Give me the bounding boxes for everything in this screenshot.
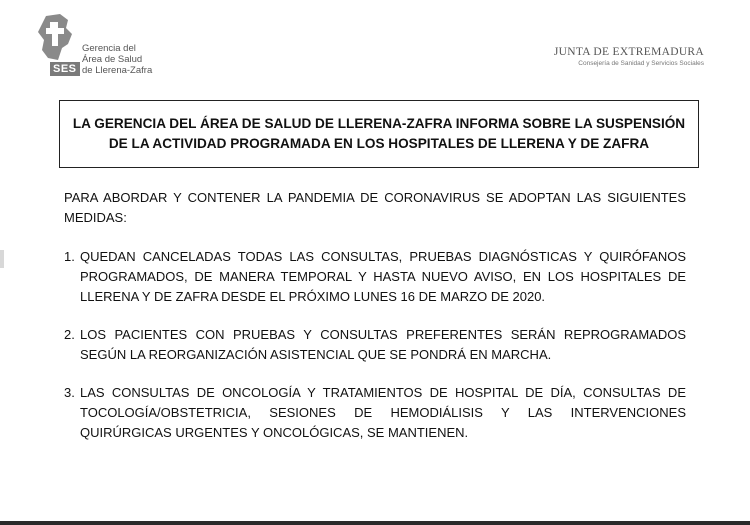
page-edge-mark (0, 250, 4, 268)
list-item (64, 325, 686, 365)
title-box (59, 100, 699, 168)
junta-logo (554, 46, 704, 67)
org-line: Gerencia del (82, 43, 136, 54)
list-item-text: QUEDAN CANCELADAS TODAS LAS CONSULTAS, PRUEBAS DIAGNÓSTICAS Y QUIRÓFANOS PROGRAMADOS, DE MANERA TEMPORAL Y HASTA NUEVO AVISO, EN LOS HOSPITALES DE LLERENA Y DE ZAFRA DESDE EL PRÓXIMO LUNES 16 DE MARZO DE 2020. (80, 249, 686, 304)
list-item-number: 1. (64, 249, 75, 264)
intro-paragraph: PARA ABORDAR Y CONTENER LA PANDEMIA DE CORONAVIRUS SE ADOPTAN LAS SIGUIENTES MEDIDAS: (64, 190, 686, 225)
org-line: Área de Salud (82, 54, 143, 65)
ses-logo (38, 14, 178, 80)
org-line: de Llerena-Zafra (82, 65, 153, 76)
extremadura-map-icon (38, 14, 82, 64)
ses-badge: SES (50, 62, 80, 76)
document-title: LA GERENCIA DEL ÁREA DE SALUD DE LLERENA-ZAFRA INFORMA SOBRE LA SUSPENSIÓN DE LA ACTIVIDAD PROGRAMADA EN LOS HOSPITALES DE LLERENA Y DE ZAFRA (72, 116, 686, 151)
list-item-text: LAS CONSULTAS DE ONCOLOGÍA Y TRATAMIENTOS DE HOSPITAL DE DÍA, CONSULTAS DE TOCOLOGÍA/OBSTETRICIA, SESIONES DE HEMODIÁLISIS Y LAS INTERVENCIONES QUIRÚRGICAS URGENTES Y ONCOLÓGICAS, SE MANTIENEN. (80, 385, 686, 440)
org-name (82, 43, 152, 76)
bottom-edge-bar (0, 521, 750, 525)
list-item (64, 247, 686, 307)
junta-subtitle: Consejería de Sanidad y Servicios Sociales (578, 60, 704, 67)
list-item-text: LOS PACIENTES CON PRUEBAS Y CONSULTAS PREFERENTES SERÁN REPROGRAMADOS SEGÚN LA REORGANIZACIÓN ASISTENCIAL QUE SE PONDRÁ EN MARCHA. (80, 327, 686, 362)
list-item-number: 2. (64, 327, 75, 342)
junta-title: JUNTA DE EXTREMADURA (553, 46, 704, 58)
list-item-number: 3. (64, 385, 75, 400)
list-item (64, 383, 686, 443)
